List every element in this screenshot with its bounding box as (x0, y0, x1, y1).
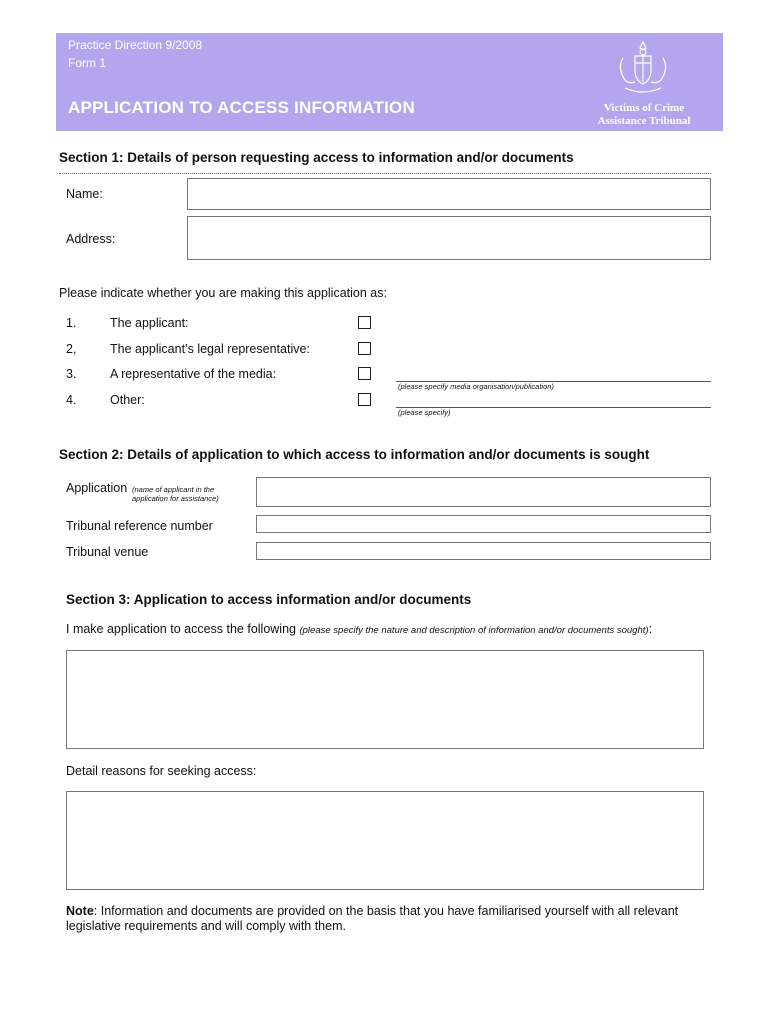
option-number: 3. (66, 367, 77, 381)
application-field[interactable] (256, 477, 711, 507)
checkbox-media[interactable] (358, 367, 371, 380)
tribunal-venue-field[interactable] (256, 542, 711, 560)
address-label: Address: (66, 232, 116, 246)
address-field[interactable] (187, 216, 711, 260)
note-text: : Information and documents are provided on the basis that you have familiarised yourself with all relevant legislative requirements and will comply with them. (66, 904, 679, 933)
form-number: Form 1 (68, 56, 107, 70)
tribunal-ref-label: Tribunal reference number (66, 519, 213, 533)
section1-heading: Section 1: Details of person requesting access to information and/or documents (59, 150, 574, 165)
application-label: Application (66, 481, 128, 495)
option-label-applicant: The applicant: (110, 316, 189, 330)
tribunal-ref-field[interactable] (256, 515, 711, 533)
media-specify-hint: (please specify media organisation/publication) (398, 382, 554, 391)
indicate-text: Please indicate whether you are making this application as: (59, 286, 387, 300)
checkbox-other[interactable] (358, 393, 371, 406)
section2-heading: Section 2: Details of application to which access to information and/or documents is sought (59, 447, 650, 462)
note-paragraph (66, 904, 716, 934)
other-specify-hint: (please specify) (398, 408, 451, 417)
reasons-label: Detail reasons for seeking access: (66, 764, 257, 778)
reasons-field[interactable] (66, 791, 704, 890)
section1-divider (59, 173, 711, 174)
make-application-hint: (please specify the nature and description of information and/or documents sought) (299, 625, 649, 636)
option-label-other: Other: (110, 393, 145, 407)
checkbox-legal-rep[interactable] (358, 342, 371, 355)
option-label-legal-rep: The applicant’s legal representative: (110, 342, 310, 356)
option-number: 2, (66, 342, 77, 356)
org-name-line2: Assistance Tribunal (597, 115, 691, 127)
make-application-lead: I make application to access the following (66, 622, 296, 636)
option-number: 4. (66, 393, 77, 407)
section3-heading: Section 3: Application to access information and/or documents (66, 592, 472, 607)
option-label-media: A representative of the media: (110, 367, 277, 381)
practice-direction: Practice Direction 9/2008 (68, 38, 203, 52)
option-number: 1. (66, 316, 77, 330)
checkbox-applicant[interactable] (358, 316, 371, 329)
application-hint: (name of applicant in the application for assistance) (132, 485, 219, 503)
name-label: Name: (66, 187, 103, 201)
information-sought-field[interactable] (66, 650, 704, 749)
coat-of-arms-icon (613, 38, 673, 100)
note-label: Note (66, 904, 94, 918)
page-title: APPLICATION TO ACCESS INFORMATION (68, 98, 415, 117)
tribunal-venue-label: Tribunal venue (66, 545, 149, 559)
make-application-text (66, 622, 652, 636)
name-field[interactable] (187, 178, 711, 210)
make-application-colon: : (648, 622, 653, 636)
org-name-line1: Victims of Crime (603, 102, 685, 114)
